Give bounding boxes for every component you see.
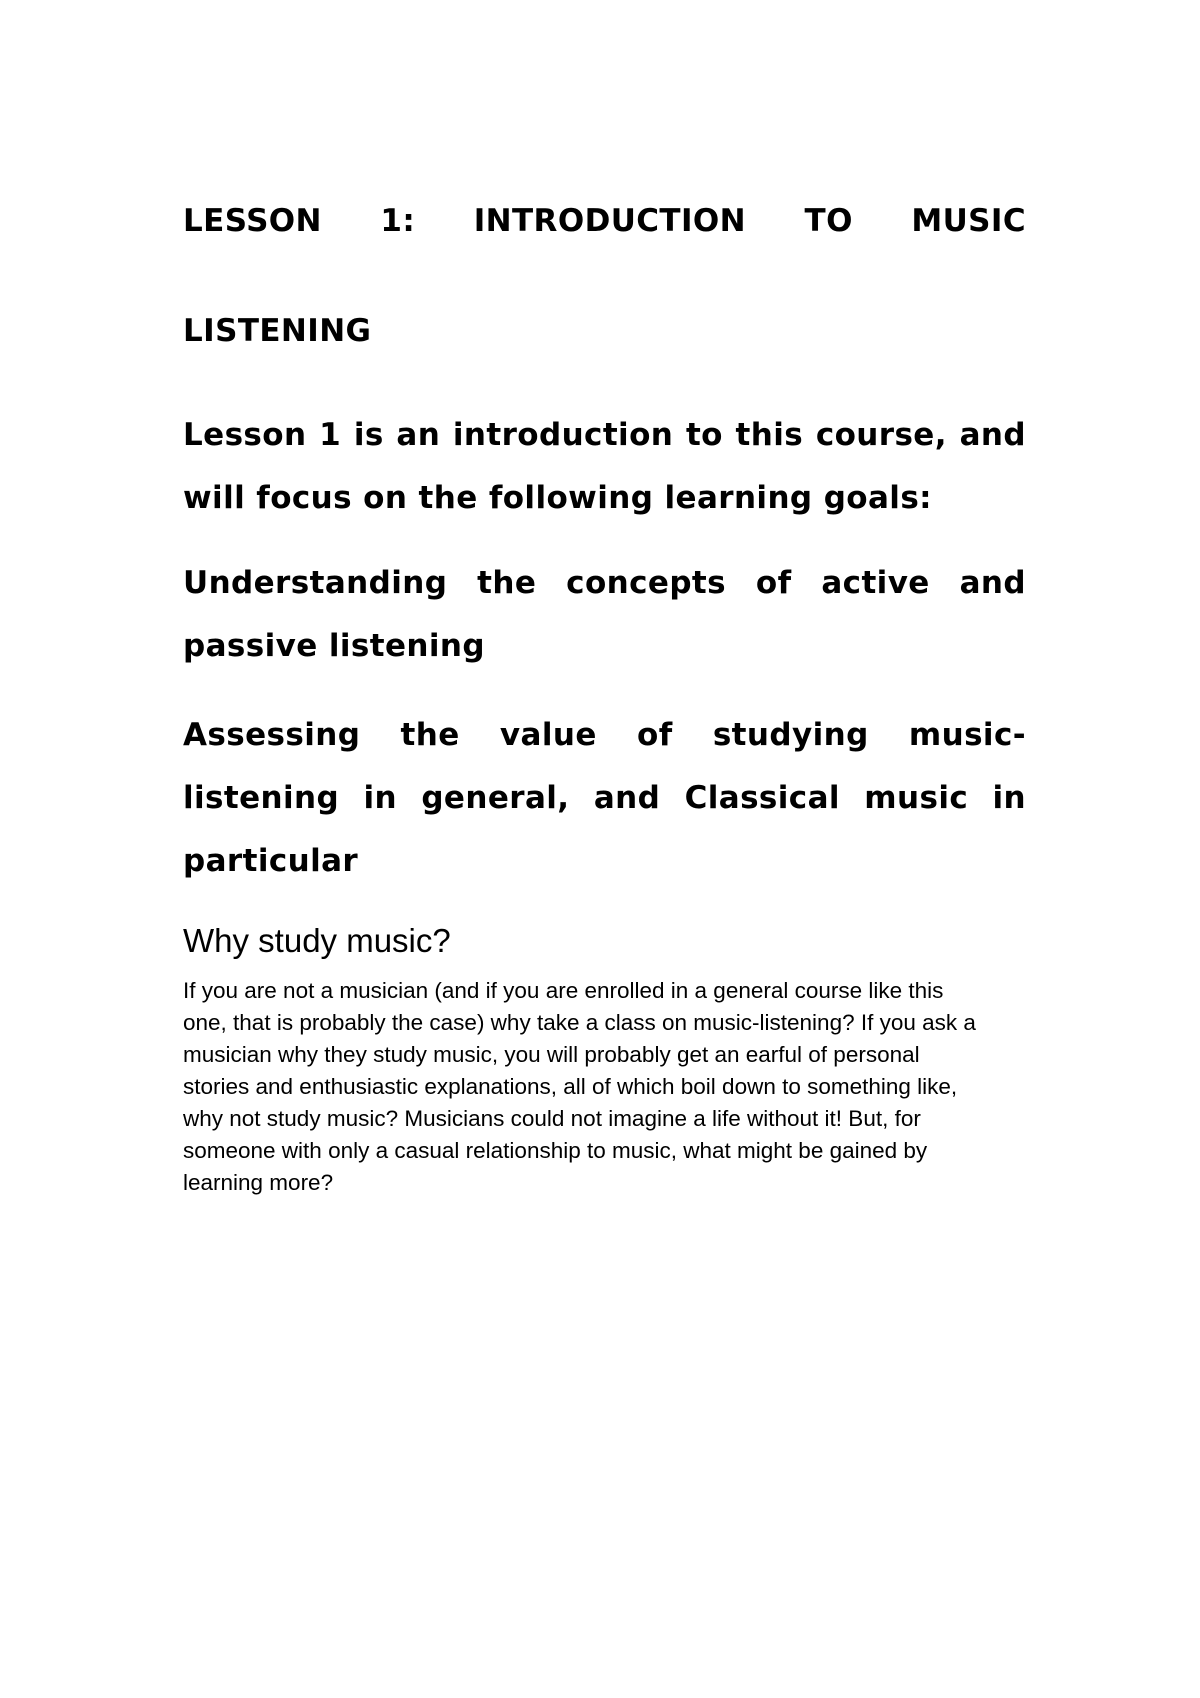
lesson-title: LESSON 1: INTRODUCTION TO MUSIC LISTENING (183, 203, 1026, 349)
learning-goal-1: Understanding the concepts of active and passive listening (183, 565, 1026, 664)
lesson-intro: Lesson 1 is an introduction to this course, and will focus on the following learning goals: (183, 417, 1026, 516)
learning-goal-2: Assessing the value of studying music-listening in general, and Classical music in particular (183, 717, 1026, 879)
document-content (183, 194, 1026, 1199)
section-heading: Why study music? (183, 922, 451, 959)
section-body: If you are not a musician (and if you are enrolled in a general course like this one, that is probably the case) why take a class on music-listening? If you ask a musician why they study music, you will probably get an earful of personal stories and enthusiastic explanations, all of which boil down to something like, why not study music? Musicians could not imagine a life without it! But, for someone with only a casual relationship to music, what might be gained by learning more? (183, 978, 976, 1195)
